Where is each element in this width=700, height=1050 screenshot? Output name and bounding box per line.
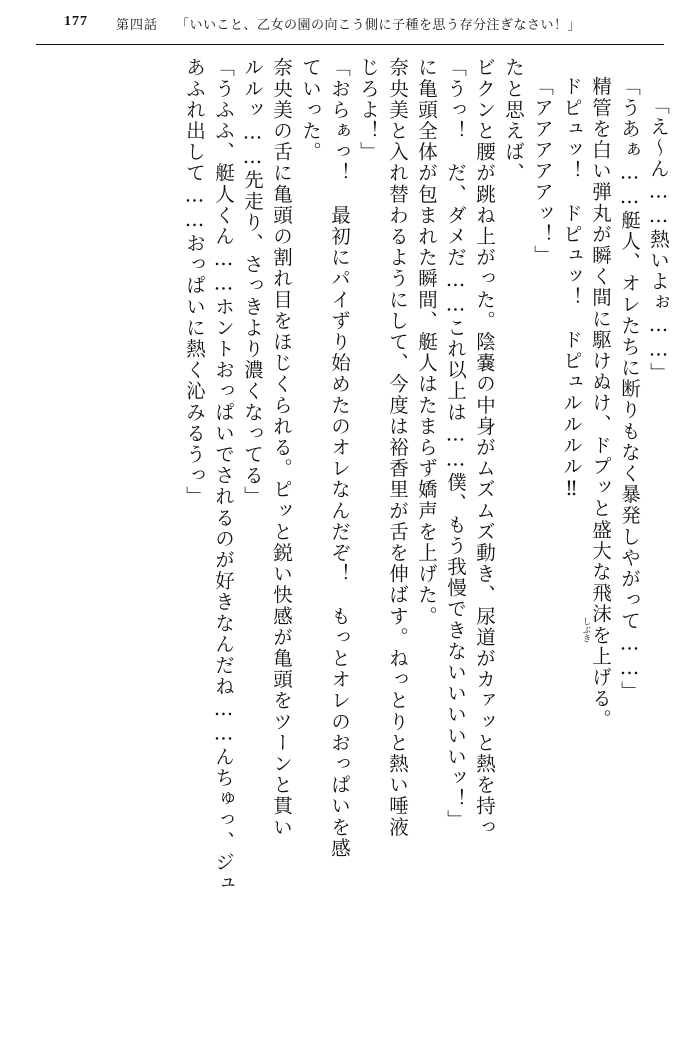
text-line: ルルッ……先走り、さっきより濃くなってる」 bbox=[241, 57, 264, 508]
text-line: あふれ出して……おっぱいに熱く沁みるうっ」 bbox=[183, 57, 206, 508]
text-line: 「アアアアアッ！」 bbox=[531, 76, 554, 266]
text-line: じろよ！」 bbox=[357, 57, 380, 163]
chapter-label: 第四話 bbox=[116, 17, 159, 32]
text-line: に亀頭全体が包まれた瞬間、艇人はたまらず嬌声を上げた。 bbox=[415, 57, 438, 627]
text-line: 「うふふ、艇人くん……ホントおっぱいでされるのが好きなんだね……んちゅっ、ジュ bbox=[212, 57, 235, 894]
vertical-text-columns bbox=[175, 57, 668, 1017]
text-line: たと思えば、 bbox=[502, 57, 525, 184]
text-line: 奈央美と入れ替わるようにして、今度は裕香里が舌を伸ばす。ねっとりと熱い唾液 bbox=[386, 57, 409, 838]
text-line-with-ruby bbox=[581, 57, 612, 1030]
page-number: 177 bbox=[64, 14, 88, 29]
ruby-reading: しぶき bbox=[581, 617, 591, 643]
text-line: 「おらぁっ！ 最初にパイずり始めたのオレなんだぞ！ もっとオレのおっぱいを感 bbox=[328, 57, 351, 859]
text-line: ドピュッ！ ドピュッ！ ドピュルルルル‼ bbox=[560, 76, 583, 502]
text-line: 「うあぁ……艇人、オレたちに断りもなく暴発しやがって……」 bbox=[618, 76, 641, 702]
chapter-title: 「いいこと、乙女の園の向こう側に子種を思う存分注ぎなさい！」 bbox=[176, 17, 582, 32]
header-divider bbox=[36, 44, 664, 45]
text-line: 奈央美の舌に亀頭の割れ目をほじくられる。ピッと鋭い快感が亀頭をツーンと貫い bbox=[270, 57, 293, 838]
text-line: ビクンと腰が跳ね上がった。陰嚢の中身がムズムズ動き、尿道がカァッと熱を持っ bbox=[473, 57, 496, 838]
text-line: 「うっ！ だ、ダメだ……これ以上は……僕、もう我慢できないいいいいッ！」 bbox=[444, 57, 467, 831]
running-head bbox=[28, 14, 672, 40]
text-line: 「え～ん……熱いよぉ……」 bbox=[647, 95, 670, 384]
text-line: 精管を白い弾丸が瞬く間に駆けぬけ、ドプッと盛大な飛沫を上げる。 bbox=[589, 76, 612, 731]
page-body bbox=[28, 57, 672, 1030]
text-line: ていった。 bbox=[299, 57, 322, 163]
